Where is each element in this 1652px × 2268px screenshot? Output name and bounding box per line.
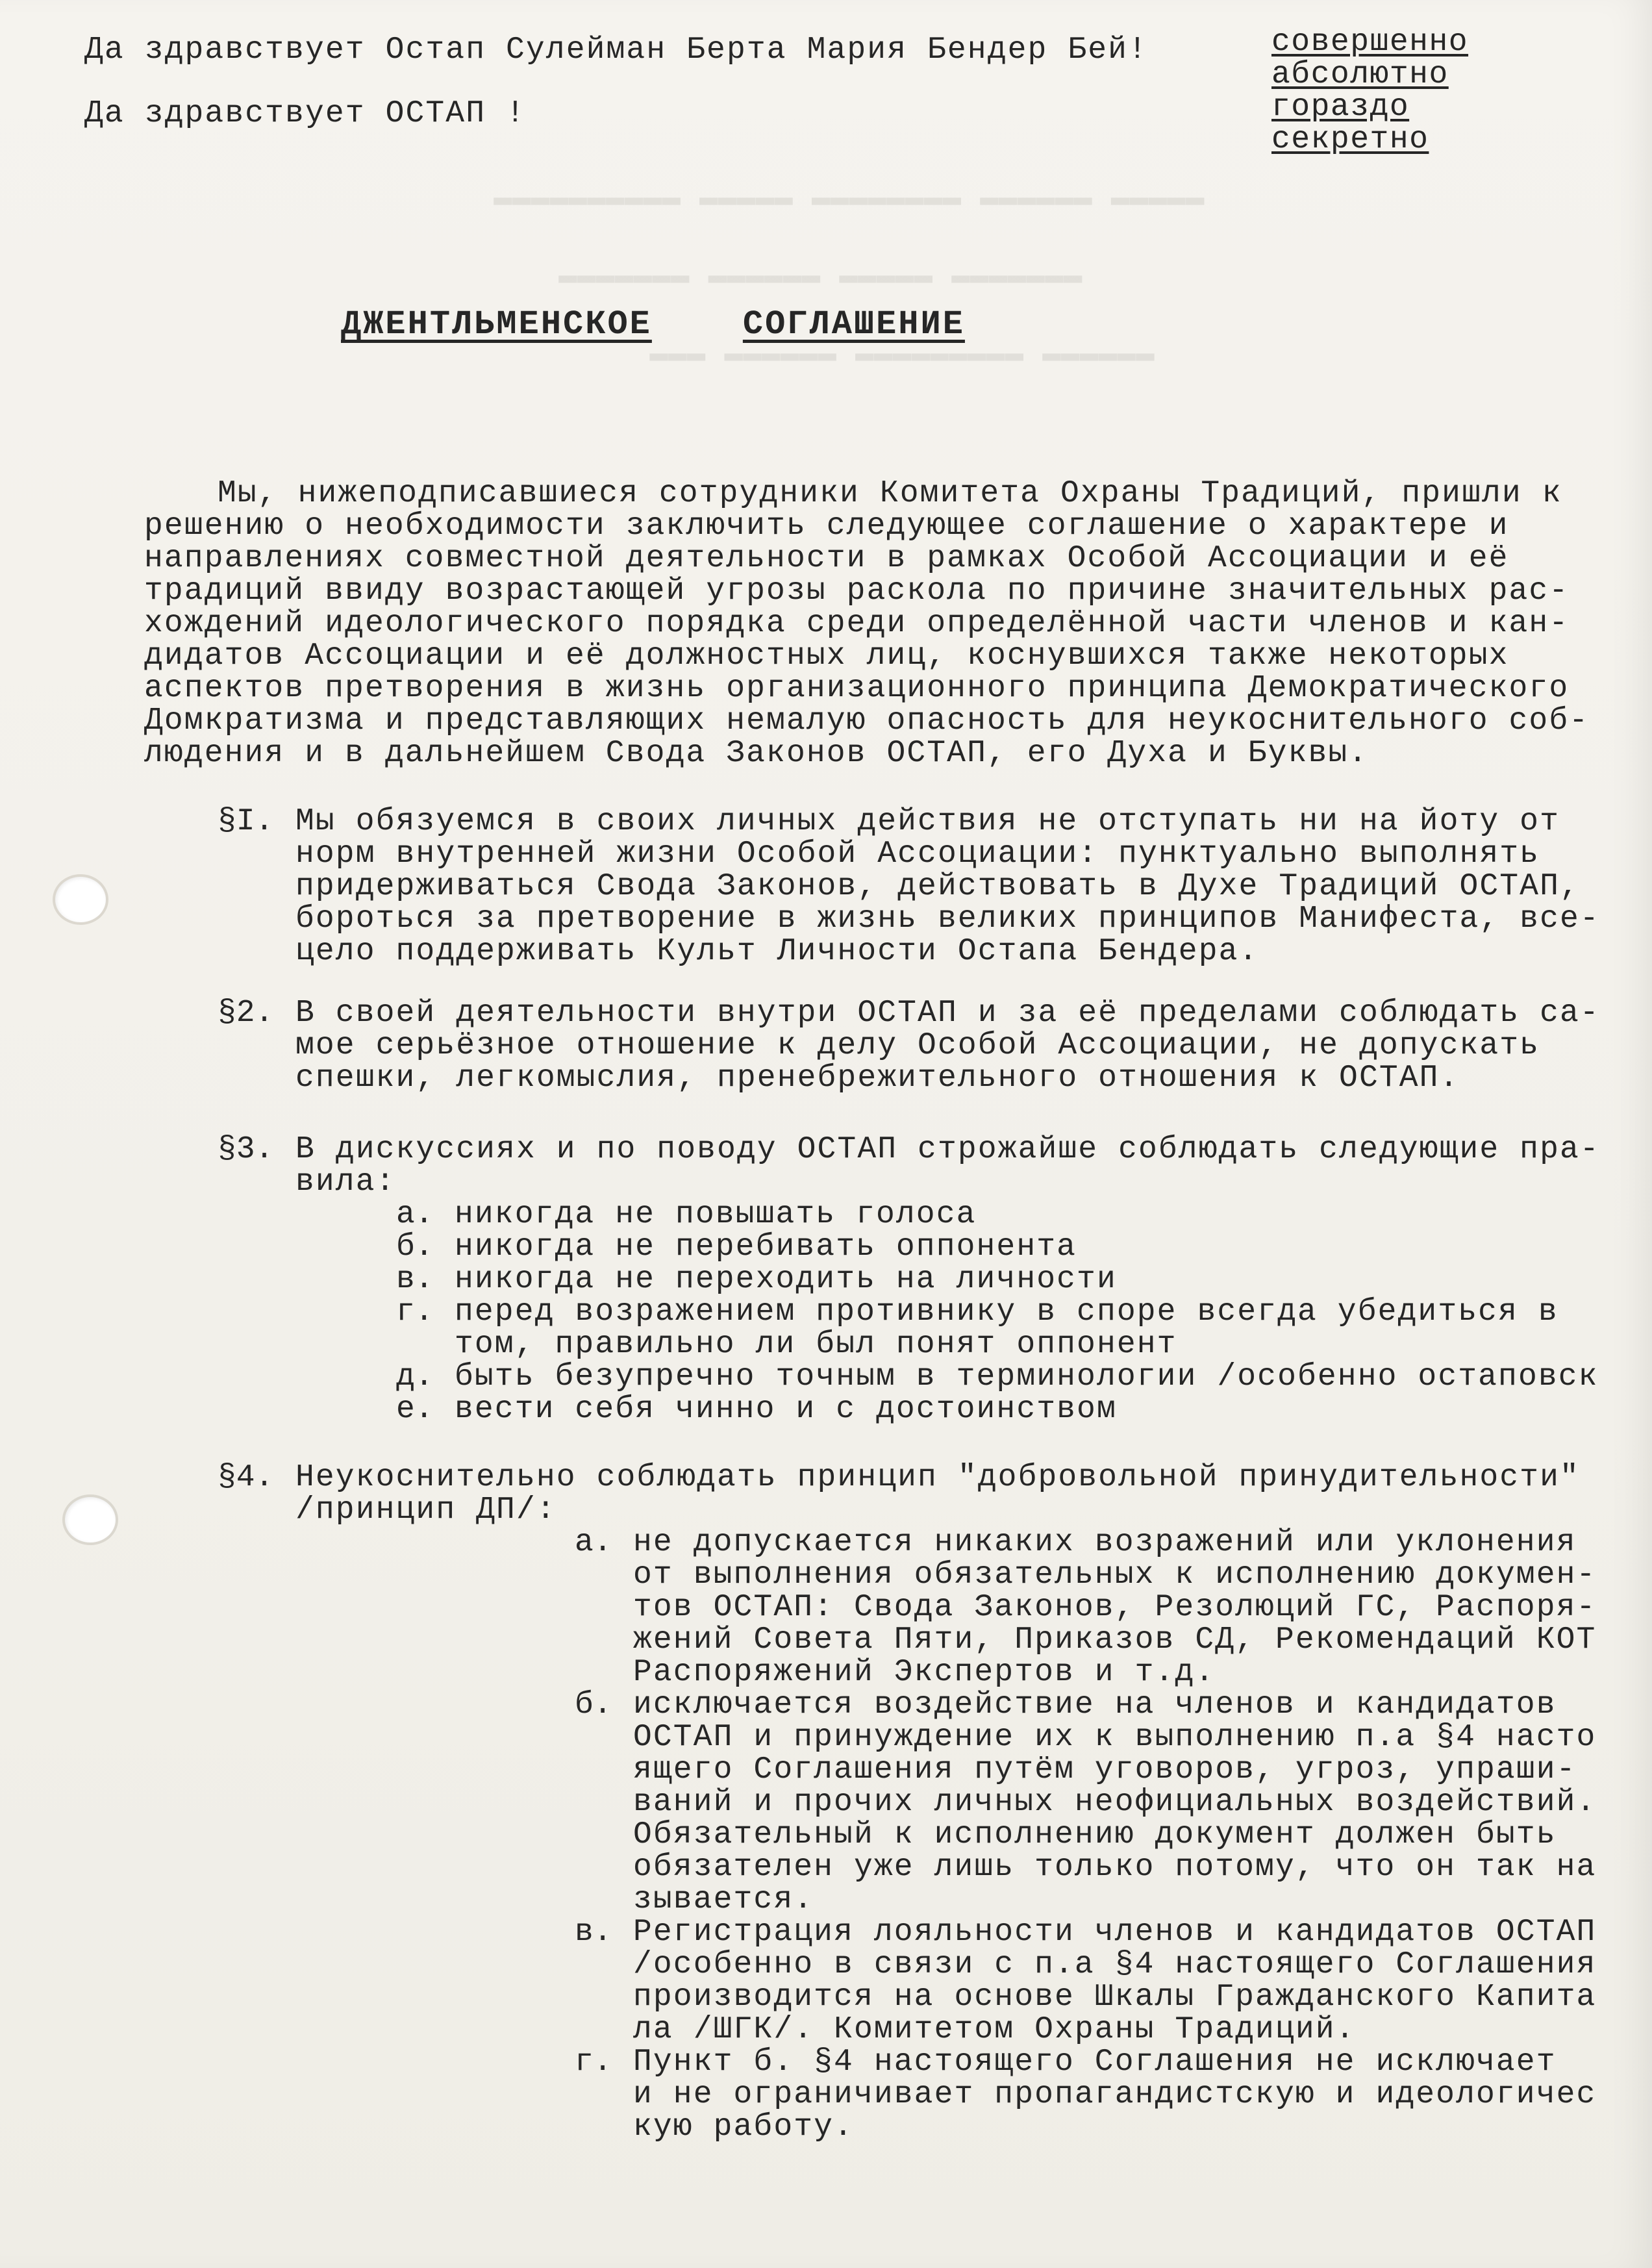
section-2-line: мое серьёзное отношение к делу Особой Ассоциации, не допускать (295, 1028, 1540, 1063)
section-1-line: норм внутренней жизни Особой Ассоциации: пунктуально выполнять (295, 837, 1540, 872)
section-4-item-line: жений Совета Пяти, Приказов СД, Рекомендаций КОТ (633, 1622, 1597, 1657)
section-1-line: бороться за претворение в жизнь великих принципов Манифеста, все- (295, 901, 1600, 937)
title-word-2: СОГЛАШЕНИЕ (742, 305, 965, 344)
section-4-item-line: и не ограничивает пропагандистскую и идеологичес (633, 2077, 1597, 2112)
section-3-item-line: никогда не повышать голоса (455, 1197, 977, 1232)
document-title (341, 305, 965, 344)
section-3-item-mark: б. (396, 1229, 434, 1265)
intro-line: аспектов претворения в жизнь организационного принципа Демократического (144, 671, 1570, 706)
section-3-item-mark: в. (396, 1262, 434, 1297)
secrecy-stamp (1271, 26, 1468, 156)
section-4-item-mark: г. (575, 2045, 612, 2080)
section-3-item-line: том, правильно ли был понят оппонент (455, 1327, 1177, 1362)
section-4-mark: §4. (218, 1460, 274, 1495)
section-1-line: придерживаться Свода Законов, действовать в Духе Традиций ОСТАП, (295, 869, 1580, 904)
section-4-item-line: ящего Соглашения путём уговоров, угроз, упраши- (633, 1752, 1577, 1787)
bleed-through-ghost: ▬▬▬▬▬▬▬ ▬▬▬▬▬ ▬▬▬▬▬▬ ▬▬▬▬▬▬▬ (558, 258, 1083, 294)
stamp-line: гораздо (1271, 90, 1410, 125)
title-word-1: ДЖЕНТЛЬМЕНСКОЕ (341, 305, 652, 344)
stamp-line: совершенно (1271, 25, 1469, 60)
section-4-item-line: тов ОСТАП: Свода Законов, Резолюций ГС, Распоря- (633, 1590, 1597, 1625)
section-4-item-line: исключается воздействие на членов и кандидатов (633, 1687, 1557, 1722)
punch-hole-bottom (65, 1497, 116, 1543)
section-3-item-line: никогда не перебивать оппонента (455, 1229, 1077, 1265)
section-4-line: Неукоснительно соблюдать принцип "добровольной принудительности" (295, 1460, 1580, 1495)
section-2-line: спешки, легкомыслия, пренебрежительного отношения к ОСТАП. (295, 1061, 1460, 1096)
section-3-item-line: никогда не переходить на личности (455, 1262, 1117, 1297)
bleed-through-ghost: ▬▬▬▬▬ ▬▬▬▬▬▬ ▬▬▬▬▬▬▬▬ ▬▬▬▬▬ ▬▬▬▬▬▬▬▬▬▬ (494, 181, 1205, 216)
section-4-item-line: ваний и прочих личных неофициальных воздействий. (633, 1785, 1597, 1820)
stamp-line: абсолютно (1271, 57, 1449, 92)
section-3-line: В дискуссиях и по поводу ОСТАП строжайше соблюдать следующие пра- (295, 1132, 1600, 1167)
intro-line: дидатов Ассоциации и её должностных лиц, коснувшихся также некоторых (144, 638, 1509, 674)
section-3-item-line: вести себя чинно и с достоинством (455, 1392, 1117, 1427)
section-4-item-line: /особенно в связи с п.а §4 настоящего Соглашения (633, 1947, 1597, 1982)
intro-line: людения и в дальнейшем Свода Законов ОСТАП, его Духа и Буквы. (144, 736, 1369, 771)
section-4-item-mark: а. (575, 1525, 612, 1560)
punch-hole-top (55, 877, 106, 922)
section-4-item-line: зывается. (633, 1882, 814, 1917)
section-4-item-line: ОСТАП и принуждение их к выполнению п.а §4 насто (633, 1720, 1597, 1755)
header-line-1: Да здравствует Остап Сулейман Берта Мария Бендер Бей! (84, 32, 1148, 68)
section-2-line: В своей деятельности внутри ОСТАП и за её пределами соблюдать са- (295, 996, 1600, 1031)
section-2-mark: §2. (218, 996, 274, 1031)
section-1-line: цело поддерживать Культ Личности Остапа Бендера. (295, 934, 1259, 969)
section-3-item-mark: а. (396, 1197, 434, 1232)
intro-line: традиций ввиду возрастающей угрозы раскола по причине значительных рас- (144, 573, 1570, 609)
section-4-item-line: ла /ШГК/. Комитетом Охраны Традиций. (633, 2012, 1356, 2047)
intro-line: решению о необходимости заключить следующее соглашение о характере и (144, 509, 1509, 544)
section-1-line: Мы обязуемся в своих личных действия не отступать ни на йоту от (295, 804, 1560, 839)
header-line-2: Да здравствует ОСТАП ! (84, 96, 526, 131)
section-4-item-mark: б. (575, 1687, 612, 1722)
section-4-item-line: не допускается никаких возражений или уклонения (633, 1525, 1577, 1560)
section-4-item-line: обязателен уже лишь только потому, что он так на (633, 1850, 1597, 1885)
section-3-item-line: перед возражением противнику в споре всегда убедиться в (455, 1294, 1558, 1329)
intro-line: Домкратизма и представляющих немалую опасность для неукоснительного соб- (144, 703, 1590, 738)
intro-line: Мы, нижеподписавшиеся сотрудники Комитета Охраны Традиций, пришли к (218, 476, 1562, 511)
section-3-item-line: быть безупречно точным в терминологии /особенно остаповск (455, 1359, 1599, 1394)
bleed-through-ghost: ▬▬▬▬▬▬ ▬▬▬▬▬▬▬▬▬ ▬▬▬▬▬▬ ▬▬▬ (649, 336, 1155, 372)
section-4-item-line: от выполнения обязательных к исполнению докумен- (633, 1557, 1597, 1593)
section-1-mark: §I. (218, 804, 274, 839)
section-4-item-mark: в. (575, 1915, 612, 1950)
section-3-item-mark: г. (396, 1294, 434, 1329)
section-4-item-line: Регистрация лояльности членов и кандидатов ОСТАП (633, 1915, 1597, 1950)
section-3-mark: §3. (218, 1132, 274, 1167)
stamp-line: секретно (1271, 122, 1429, 157)
intro-line: направлениях совместной деятельности в рамках Особой Ассоциации и её (144, 541, 1509, 576)
section-4-item-line: производится на основе Шкалы Гражданского Капита (633, 1980, 1597, 2015)
section-4-item-line: Распоряжений Экспертов и т.д. (633, 1655, 1216, 1690)
section-4-item-line: кую работу. (633, 2110, 854, 2145)
section-4-item-line: Обязательный к исполнению документ должен быть (633, 1817, 1557, 1852)
section-3-line: вила: (295, 1165, 396, 1200)
intro-line: хождений идеологического порядка среди определённой части членов и кан- (144, 606, 1570, 641)
section-4-item-line: Пункт б. §4 настоящего Соглашения не исключает (633, 2045, 1557, 2080)
section-3-item-mark: е. (396, 1392, 434, 1427)
section-3-item-mark: д. (396, 1359, 434, 1394)
section-4-line: /принцип ДП/: (295, 1493, 557, 1528)
